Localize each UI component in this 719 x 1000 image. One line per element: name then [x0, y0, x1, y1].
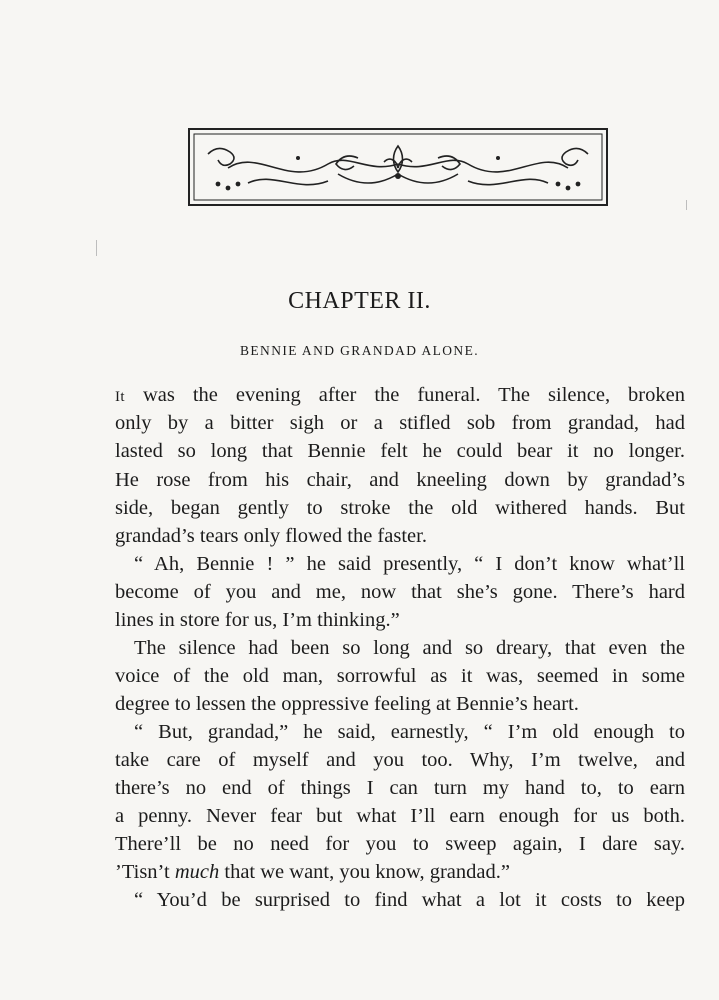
text-line: take care of myself and you too. Why, I’m twelve, and	[115, 749, 685, 771]
text-line: there’s no end of things I can turn my hand to, to earn	[115, 777, 685, 799]
text-line: a penny. Never fear but what I’ll earn enough for us both.	[115, 805, 685, 827]
text-fragment: that we want, you know, grandad.”	[224, 861, 510, 883]
chapter-title: CHAPTER II.	[288, 288, 431, 314]
text-line-rest: was the evening after the funeral. The silence, broken	[124, 384, 685, 406]
margin-mark	[96, 240, 97, 256]
text-line: side, began gently to stroke the old withered hands. But	[115, 497, 685, 519]
decorative-headpiece	[188, 128, 608, 206]
text-line: lines in store for us, I’m thinking.”	[115, 609, 400, 631]
text-line: only by a bitter sigh or a stifled sob from grandad, had	[115, 412, 685, 434]
text-fragment: ’Tisn’t	[115, 861, 170, 883]
margin-mark	[686, 200, 687, 210]
text-line: “ Ah, Bennie ! ” he said presently, “ I don’t know what’ll	[134, 553, 685, 575]
text-line: grandad’s tears only flowed the faster.	[115, 525, 427, 547]
text-line	[115, 381, 685, 411]
text-line: “ But, grandad,” he said, earnestly, “ I’m old enough to	[134, 721, 685, 743]
text-line: “ You’d be surprised to find what a lot it costs to keep	[134, 889, 685, 911]
text-line: become of you and me, now that she’s gone. There’s hard	[115, 581, 685, 603]
text-line: The silence had been so long and so dreary, that even the	[134, 637, 685, 659]
text-line: He rose from his chair, and kneeling down by grandad’s	[115, 469, 685, 491]
text-line: voice of the old man, sorrowful as it was, seemed in some	[115, 665, 685, 687]
text-line: lasted so long that Bennie felt he could bear it no longer.	[115, 440, 685, 462]
text-line	[115, 858, 685, 886]
drop-initial-small-caps: It	[115, 389, 125, 405]
text-line: degree to lessen the oppressive feeling at Bennie’s heart.	[115, 693, 579, 715]
text-line: There’ll be no need for you to sweep again, I dare say.	[115, 833, 685, 855]
chapter-subtitle: BENNIE AND GRANDAD ALONE.	[240, 343, 479, 358]
italic-word: much	[174, 861, 220, 883]
